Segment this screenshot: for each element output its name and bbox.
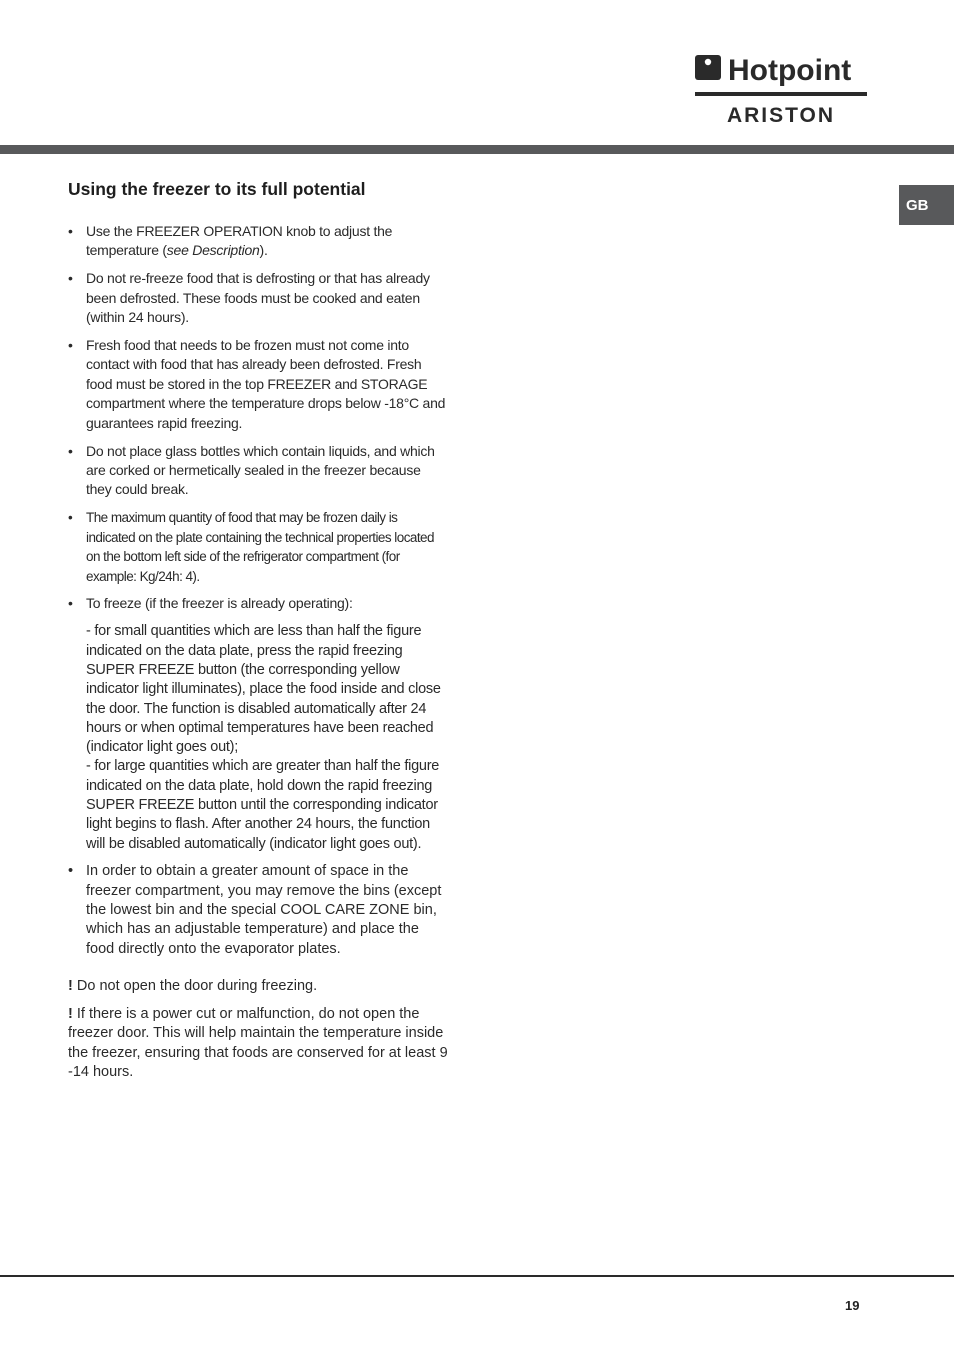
list-item-text: Do not place glass bottles which contain liquids, and which are corked or hermetically sealed in the freezer because they could break. (86, 442, 435, 498)
small-quantities-text: - for small quantities which are less than half the figure indicated on the data plate, press the rapid freezing SUPER FREEZE button (the corresponding yellow indicator light illuminates), place the food inside and close the door. The function is disabled automatically after 24 hours or when optimal temperatures have been reached (indicator light goes out); (86, 623, 441, 756)
large-quantities-text: - for large quantities which are greater than half the figure indicated on the data plate, hold down the rapid freezing SUPER FREEZE button until the corresponding indicator light begins to flash. After another 24 hours, the function will be disabled automatically (indicator light goes out). (86, 758, 440, 852)
list-item-text: To freeze (if the freezer is already operating): (86, 595, 353, 612)
list-item (68, 862, 448, 958)
bullet-icon: • (68, 270, 73, 287)
list-item (68, 336, 448, 433)
bullet-icon: • (68, 863, 74, 880)
list-item (68, 269, 448, 327)
list-item-text-end: ). (259, 242, 268, 259)
main-content (68, 176, 448, 1091)
page-number: 19 (845, 1298, 860, 1313)
list-item (68, 508, 448, 586)
notes (68, 977, 448, 1082)
footer-rule (0, 1275, 954, 1277)
brand-sub: ARISTON (726, 104, 836, 124)
list-item (68, 222, 448, 261)
header-rule (0, 145, 954, 154)
instructions-list (68, 222, 448, 959)
language-tab-label: GB (906, 196, 929, 214)
freeze-instructions (86, 622, 448, 854)
bullet-icon: • (68, 595, 73, 612)
bullet-icon: • (68, 442, 73, 459)
list-item-text: Do not re-freeze food that is defrosting or that has already been defrosted. These foods must be cooked and eaten (within 24 hours). (86, 270, 430, 326)
hotpoint-ariston-logo (695, 52, 867, 124)
list-item (68, 594, 448, 853)
section-title: Using the freezer to its full potential (68, 179, 366, 199)
warning-note (68, 1005, 448, 1082)
list-item-text: Fresh food that needs to be frozen must not come into contact with food that has already been defrosted. Fresh food must be stored in the top FREEZER and STORAGE compartment where the temperature drops below -18°C and guarantees rapid freezing. (86, 337, 446, 431)
list-item-text: The maximum quantity of food that may be frozen daily is indicated on the plate containing the technical properties located on the bottom left side of the refrigerator compartment (for example: Kg/24h: 4). (86, 510, 434, 584)
brand-name: Hotpoint (728, 54, 852, 87)
bullet-icon: • (68, 510, 73, 526)
warning-note (68, 977, 448, 996)
language-tab (899, 185, 954, 225)
list-item (68, 442, 448, 500)
warning-icon: ! (68, 1006, 73, 1023)
warning-icon: ! (68, 977, 73, 994)
bullet-icon: • (68, 337, 73, 354)
list-item-text: Use the FREEZER OPERATION knob to adjust the temperature ( (86, 223, 393, 259)
description-reference: see Description (166, 242, 260, 259)
warning-note-text: Do not open the door during freezing. (76, 977, 318, 994)
bullet-icon: • (68, 223, 73, 239)
warning-note-text: If there is a power cut or malfunction, do not open the freezer door. This will help maintain the temperature inside the freezer, ensuring that foods are conserved for at least 9 -14 hours. (68, 1006, 448, 1081)
list-item-text: In order to obtain a greater amount of space in the freezer compartment, you may remove the bins (except the lowest bin and the special COOL CARE ZONE bin, which has an adjustable temperature) and place the food directly onto the evaporator plates. (86, 863, 442, 957)
